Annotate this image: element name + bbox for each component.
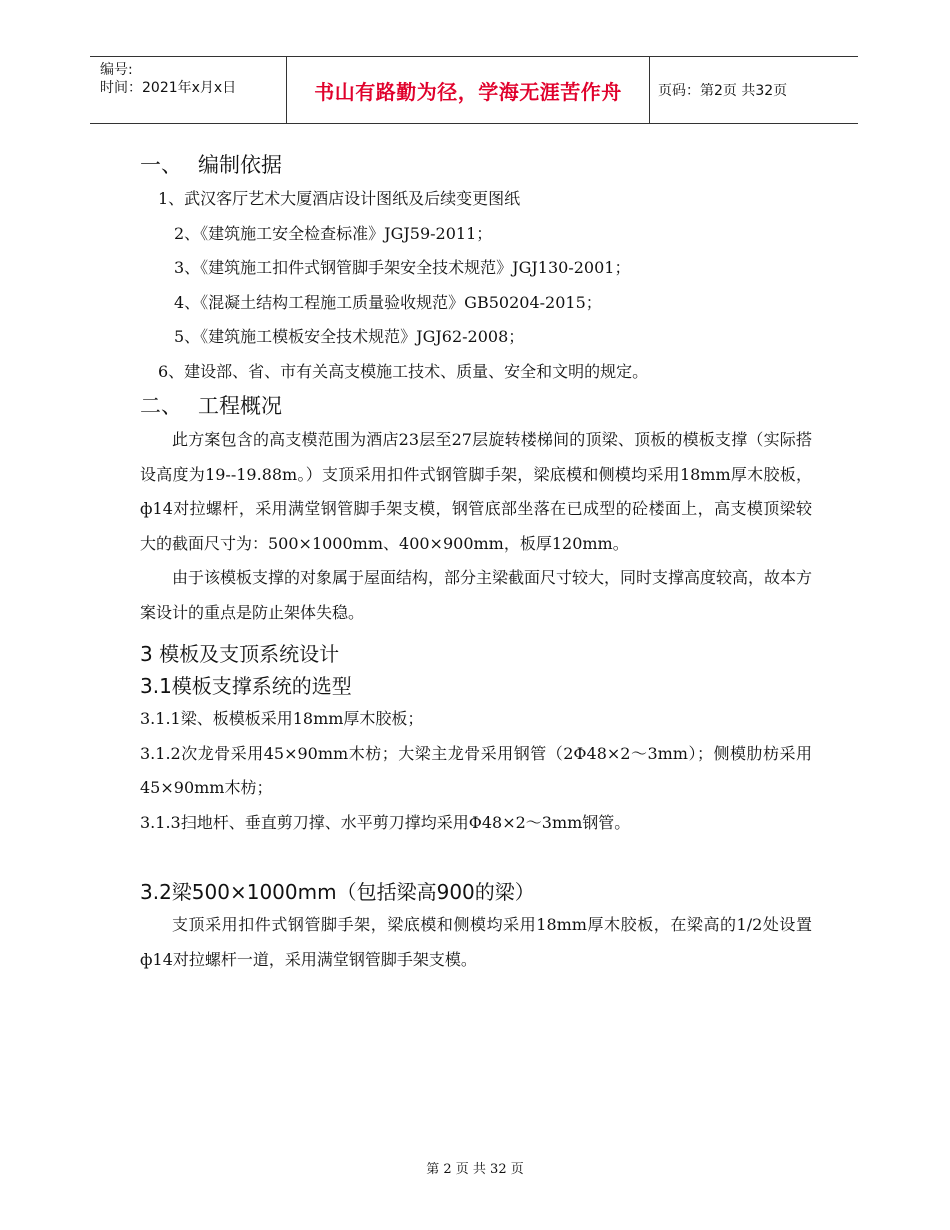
section-3-2-heading: 3.2梁500×1000mm（包括梁高900的梁） <box>140 880 535 904</box>
basis-item: 1、武汉客厅艺术大厦酒店设计图纸及后续变更图纸 <box>158 189 521 208</box>
basis-item: 6、建设部、省、市有关高支模施工技术、质量、安全和文明的规定。 <box>158 361 649 381</box>
header-page-cell <box>658 57 858 123</box>
overview-paragraph-2: 由于该模板支撑的对象属于屋面结构，部分主梁截面尺寸较大，同时支撑高度较高，故本方案设计的重点是防止架体失稳。 <box>140 568 813 622</box>
basis-item: 3、《建筑施工扣件式钢管脚手架安全技术规范》JGJ130-2001； <box>174 258 631 277</box>
section-3-heading: 3 模板及支顶系统设计 <box>140 642 340 666</box>
design-item: 3.1.1梁、板模板采用18mm厚木胶板； <box>140 709 424 728</box>
document-number-label: 编号: <box>100 62 133 78</box>
header-motto: 书山有路勤为径，学海无涯苦作舟 <box>314 79 622 104</box>
design-item: 3.1.2次龙骨采用45×90mm木枋；大梁主龙骨采用钢管（2Φ48×2～3mm）；侧模肋枋采用45×90mm木枋； <box>140 743 812 797</box>
basis-item: 2、《建筑施工安全检查标准》JGJ59-2011； <box>174 223 493 243</box>
overview-paragraph-1: 此方案包含的高支模范围为酒店23层至27层旋转楼梯间的顶梁、顶板的模板支撑（实际搭设高度为19--19.88m。）支顶采用扣件式钢管脚手架，梁底模和侧模均采用18mm厚木胶板，ф14对拉螺杆，采用满堂钢管脚手架支模，钢管底部坐落在已成型的砼楼面上，高支模顶梁较大的截面尺寸为：500×1000mm、400×900mm，板厚120mm。 <box>140 430 812 553</box>
section-2-heading <box>140 389 812 423</box>
page-header <box>90 56 858 124</box>
section-3-1-heading: 3.1模板支撑系统的选型 <box>140 674 352 698</box>
section-2-number: 二、 <box>140 394 182 418</box>
beam-paragraph: 支顶采用扣件式钢管脚手架，梁底模和侧模均采用18mm厚木胶板，在梁高的1/2处设置ф14对拉螺杆一道，采用满堂钢管脚手架支模。 <box>140 915 812 969</box>
section-1-number: 一、 <box>140 153 182 177</box>
design-item: 3.1.3扫地杆、垂直剪刀撑、水平剪刀撑均采用Φ48×2～3mm钢管。 <box>140 812 631 832</box>
document-time-label: 时间：2021年x月x日 <box>100 80 237 96</box>
page-footer: 第 2 页 共 32 页 <box>426 1162 524 1177</box>
basis-item: 5、《建筑施工模板安全技术规范》JGJ62-2008； <box>174 327 525 346</box>
section-2-title: 工程概况 <box>198 394 282 418</box>
document-body <box>140 148 812 977</box>
basis-item: 4、《混凝土结构工程施工质量验收规范》GB50204-2015； <box>174 292 602 312</box>
header-page-label: 页码：第2页 共32页 <box>658 83 788 99</box>
section-1-title: 编制依据 <box>198 153 282 177</box>
section-1-heading <box>140 148 812 182</box>
header-motto-cell <box>286 57 650 123</box>
header-meta <box>100 57 286 127</box>
